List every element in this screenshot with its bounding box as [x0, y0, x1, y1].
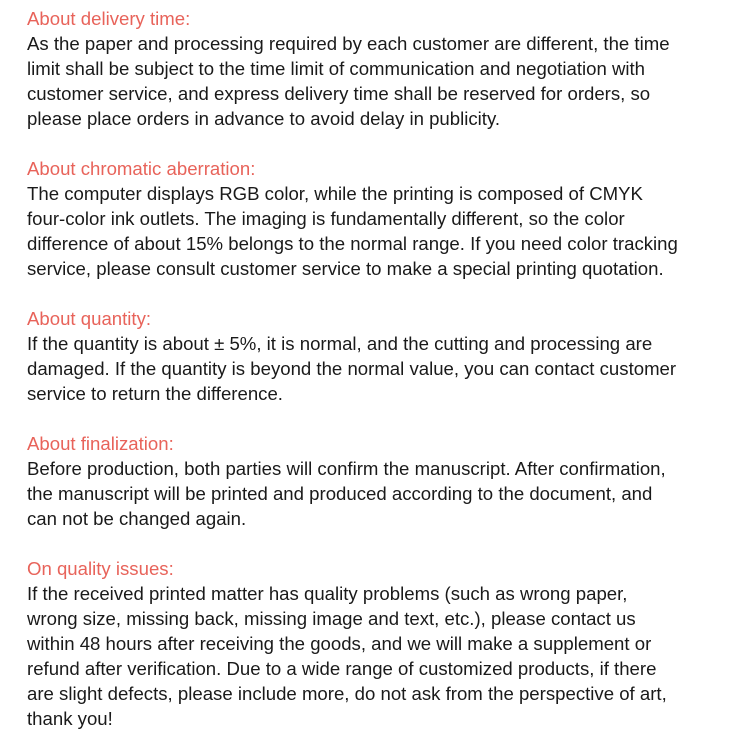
section-quality-issues: [27, 556, 742, 731]
body-line: service, please consult customer service to make a special printing quotation.: [27, 258, 664, 279]
section-body: [27, 31, 742, 131]
body-line: The computer displays RGB color, while the printing is composed of CMYK: [27, 183, 643, 204]
body-line: the manuscript will be printed and produced according to the document, and: [27, 483, 653, 504]
section-heading: On quality issues:: [27, 558, 174, 579]
section-body: [27, 456, 742, 531]
section-chromatic-aberration: [27, 156, 742, 281]
body-line: customer service, and express delivery time shall be reserved for orders, so: [27, 83, 651, 104]
body-line: within 48 hours after receiving the goods, and we will make a supplement or: [27, 633, 652, 654]
section-heading: About quantity:: [27, 308, 152, 329]
policy-document: [27, 6, 742, 756]
section-heading: About delivery time:: [27, 8, 191, 29]
section-delivery-time: [27, 6, 742, 131]
body-line: thank you!: [27, 708, 113, 729]
body-line: If the received printed matter has quality problems (such as wrong paper,: [27, 583, 628, 604]
body-line: If the quantity is about ± 5%, it is normal, and the cutting and processing are: [27, 333, 653, 354]
body-line: Before production, both parties will confirm the manuscript. After confirmation,: [27, 458, 666, 479]
body-line: four-color ink outlets. The imaging is fundamentally different, so the color: [27, 208, 625, 229]
body-line: difference of about 15% belongs to the normal range. If you need color tracking: [27, 233, 678, 254]
body-line: damaged. If the quantity is beyond the normal value, you can contact customer: [27, 358, 677, 379]
section-quantity: [27, 306, 742, 406]
body-line: wrong size, missing back, missing image and text, etc.), please contact us: [27, 608, 636, 629]
body-line: refund after verification. Due to a wide range of customized products, if there: [27, 658, 657, 679]
section-heading: About finalization:: [27, 433, 174, 454]
body-line: can not be changed again.: [27, 508, 247, 529]
section-body: [27, 331, 742, 406]
body-line: As the paper and processing required by each customer are different, the time: [27, 33, 670, 54]
section-finalization: [27, 431, 742, 531]
body-line: are slight defects, please include more, do not ask from the perspective of art,: [27, 683, 667, 704]
body-line: please place orders in advance to avoid delay in publicity.: [27, 108, 501, 129]
section-heading: About chromatic aberration:: [27, 158, 256, 179]
section-body: [27, 581, 742, 731]
body-line: limit shall be subject to the time limit of communication and negotiation with: [27, 58, 646, 79]
section-body: [27, 181, 742, 281]
body-line: service to return the difference.: [27, 383, 283, 404]
